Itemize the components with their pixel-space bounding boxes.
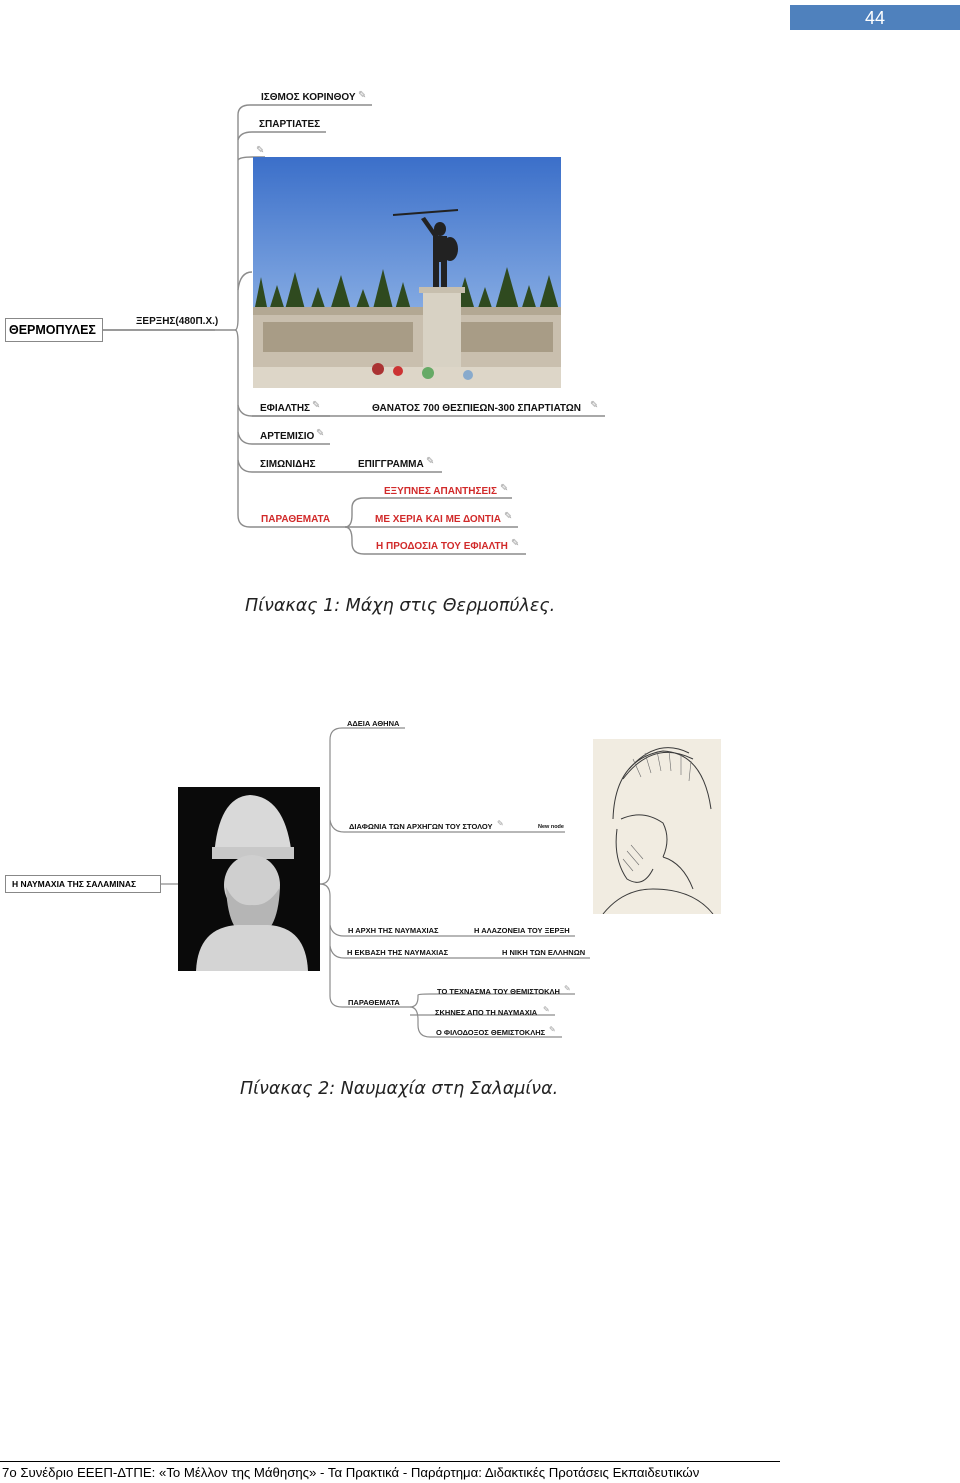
paperclip-icon[interactable]: ✎	[590, 400, 599, 411]
root-node-salamis[interactable]: Η ΝΑΥΜΑΧΙΑ ΤΗΣ ΣΑΛΑΜΙΝΑΣ	[5, 875, 161, 893]
node-epigramma[interactable]: ΕΠΙΓΓΡΑΜΜΑ	[358, 459, 424, 470]
node-xerxes[interactable]: ΞΕΡΞΗΣ(480Π.Χ.)	[136, 316, 219, 327]
root-node-thermopylae[interactable]: ΘΕΡΜΟΠΥΛΕΣ	[5, 318, 103, 342]
node-niki[interactable]: Η ΝΙΚΗ ΤΩΝ ΕΛΛΗΝΩΝ	[502, 948, 586, 957]
paperclip-icon[interactable]: ✎	[549, 1025, 556, 1034]
caption-table-1: Πίνακας 1: Μάχη στις Θερμοπύλες.	[245, 596, 556, 616]
paperclip-icon[interactable]: ✎	[358, 90, 367, 101]
node-ekvasi[interactable]: Η ΕΚΒΑΣΗ ΤΗΣ ΝΑΥΜΑΧΙΑΣ	[347, 948, 449, 957]
node-adeia[interactable]: ΑΔΕΙΑ ΑΘΗΝΑ	[347, 719, 400, 728]
node-artemisio[interactable]: ΑΡΤΕΜΙΣΙΟ	[260, 431, 315, 442]
node-efialtis[interactable]: ΕΦΙΑΛΤΗΣ	[260, 403, 311, 414]
paperclip-icon[interactable]: ✎	[511, 538, 520, 549]
footer-text: 7ο Συνέδριο ΕΕΕΠ-ΔΤΠΕ: «Το Μέλλον της Μάθησης» - Τα Πρακτικά - Παράρτημα: Διδακτικές Προτάσεις Εκπαιδευτικών	[2, 1465, 700, 1480]
node-new-node[interactable]: New node	[538, 824, 564, 830]
caption-table-2: Πίνακας 2: Ναυμαχία στη Σαλαμίνα.	[240, 1079, 559, 1099]
helmet-engraving	[593, 739, 721, 914]
paperclip-icon[interactable]: ✎	[543, 1005, 550, 1014]
node-thanatos[interactable]: ΘΑΝΑΤΟΣ 700 ΘΕΣΠΙΕΩΝ-300 ΣΠΑΡΤΙΑΤΩΝ	[372, 403, 582, 414]
node-parathemata-2[interactable]: ΠΑΡΑΘΕΜΑΤΑ	[348, 998, 400, 1007]
node-texnasma[interactable]: ΤΟ ΤΕΧΝΑΣΜΑ ΤΟΥ ΘΕΜΙΣΤΟΚΛΗ	[437, 987, 560, 996]
paperclip-icon[interactable]: ✎	[497, 819, 504, 828]
mindmap-salamis	[0, 700, 960, 1050]
node-exypnes[interactable]: ΕΞΥΠΝΕΣ ΑΠΑΝΤΗΣΕΙΣ	[384, 486, 497, 497]
node-prodosia[interactable]: Η ΠΡΟΔΟΣΙΑ ΤΟΥ ΕΦΙΑΛΤΗ	[376, 541, 508, 552]
paperclip-icon[interactable]: ✎	[500, 483, 509, 494]
node-diafonia[interactable]: ΔΙΑΦΩΝΙΑ ΤΩΝ ΑΡΧΗΓΩΝ ΤΟΥ ΣΤΟΛΟΥ	[349, 822, 493, 831]
node-simonidis[interactable]: ΣΙΜΩΝΙΔΗΣ	[260, 459, 316, 470]
bust-photo	[178, 787, 320, 971]
node-filodoxos[interactable]: Ο ΦΙΛΟΔΟΞΟΣ ΘΕΜΙΣΤΟΚΛΗΣ	[436, 1028, 546, 1037]
paperclip-icon[interactable]: ✎	[256, 145, 265, 156]
node-skines[interactable]: ΣΚΗΝΕΣ ΑΠΟ ΤΗ ΝΑΥΜΑΧΙΑ	[435, 1008, 538, 1017]
statue-photo	[253, 157, 561, 388]
node-arxi[interactable]: Η ΑΡΧΗ ΤΗΣ ΝΑΥΜΑΧΙΑΣ	[348, 926, 439, 935]
paperclip-icon[interactable]: ✎	[504, 511, 513, 522]
node-alazoneia[interactable]: Η ΑΛΑΖΟΝΕΙΑ ΤΟΥ ΞΕΡΞΗ	[474, 926, 570, 935]
node-parathemata[interactable]: ΠΑΡΑΘΕΜΑΤΑ	[261, 514, 331, 525]
footer-divider	[0, 1461, 780, 1462]
paperclip-icon[interactable]: ✎	[316, 428, 325, 439]
node-spartiates[interactable]: ΣΠΑΡΤΙΑΤΕΣ	[259, 119, 321, 130]
paperclip-icon[interactable]: ✎	[426, 456, 435, 467]
page-number-badge: 44	[790, 5, 960, 30]
paperclip-icon[interactable]: ✎	[564, 984, 571, 993]
node-isthmos[interactable]: ΙΣΘΜΟΣ ΚΟΡΙΝΘΟΥ	[261, 92, 356, 103]
paperclip-icon[interactable]: ✎	[312, 400, 321, 411]
mindmap-thermopylae	[0, 0, 960, 560]
node-me-xeria[interactable]: ΜΕ ΧΕΡΙΑ ΚΑΙ ΜΕ ΔΟΝΤΙΑ	[375, 514, 502, 525]
